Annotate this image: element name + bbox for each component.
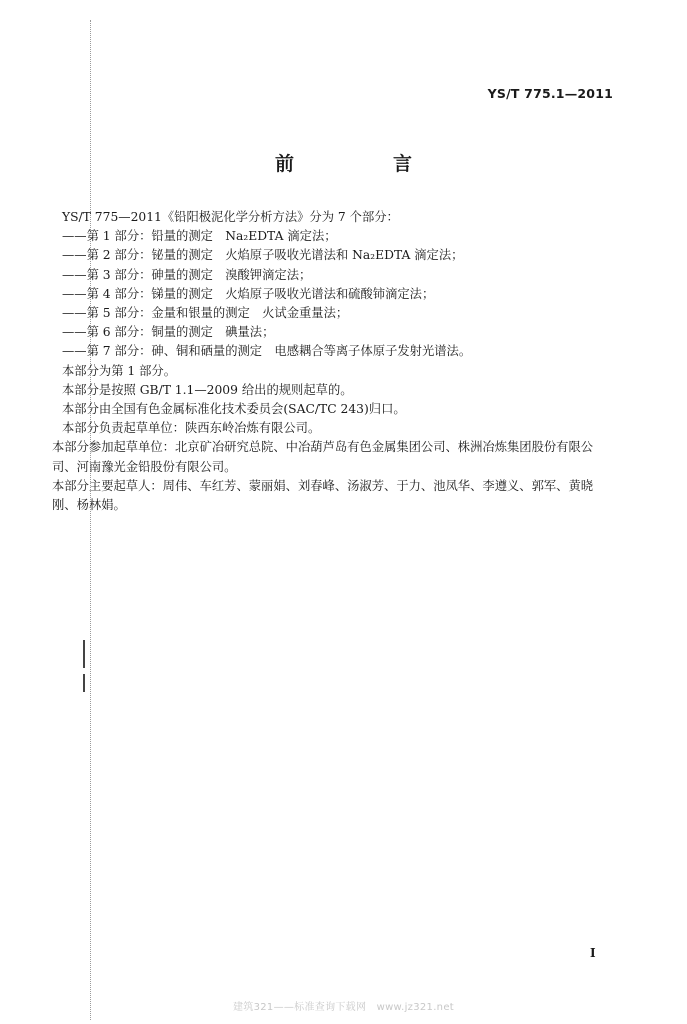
paragraph: 本部分主要起草人：周伟、车红芳、蒙丽娟、刘春峰、汤淑芳、于力、池凤华、李遵义、郭军、黄晓刚、杨林娟。	[52, 478, 594, 513]
watermark: 建筑321——标准查询下载网 www.jz321.net	[233, 1002, 454, 1013]
part-item: ——第 5 部分：金量和银量的测定 火试金重量法；	[62, 306, 349, 321]
part-item: ——第 1 部分：铅量的测定 Na₂EDTA 滴定法；	[62, 229, 337, 244]
intro-line: YS/T 775—2011《铅阳极泥化学分析方法》分为 7 个部分：	[62, 210, 399, 224]
page-number: I	[590, 946, 596, 960]
paragraph: 本部分参加起草单位：北京矿冶研究总院、中冶葫芦岛有色金属集团公司、株洲冶炼集团股份有限公司、河南豫光金铅股份有限公司。	[52, 440, 594, 474]
part-item: ——第 6 部分：铜量的测定 碘量法；	[62, 325, 275, 340]
binding-mark	[83, 640, 85, 668]
part-item: ——第 4 部分：锑量的测定 火焰原子吸收光谱法和硫酸铈滴定法；	[62, 286, 435, 301]
page-title: 前 言	[274, 153, 452, 175]
paragraph: 本部分是按照 GB/T 1.1—2009 给出的规则起草的。	[62, 382, 353, 397]
standard-code: YS/T 775.1—2011	[487, 86, 613, 101]
part-item: ——第 2 部分：铋量的测定 火焰原子吸收光谱法和 Na₂EDTA 滴定法；	[62, 248, 464, 263]
foreword-body	[52, 208, 614, 515]
part-item: ——第 3 部分：砷量的测定 溴酸钾滴定法；	[62, 267, 312, 282]
paragraph: 本部分由全国有色金属标准化技术委员会(SAC/TC 243)归口。	[62, 402, 406, 417]
paragraph: 本部分为第 1 部分。	[62, 363, 177, 378]
binding-mark	[83, 674, 85, 692]
paragraph: 本部分负责起草单位：陕西东岭冶炼有限公司。	[62, 421, 321, 436]
part-item: ——第 7 部分：砷、铜和硒量的测定 电感耦合等离子体原子发射光谱法。	[62, 344, 472, 359]
